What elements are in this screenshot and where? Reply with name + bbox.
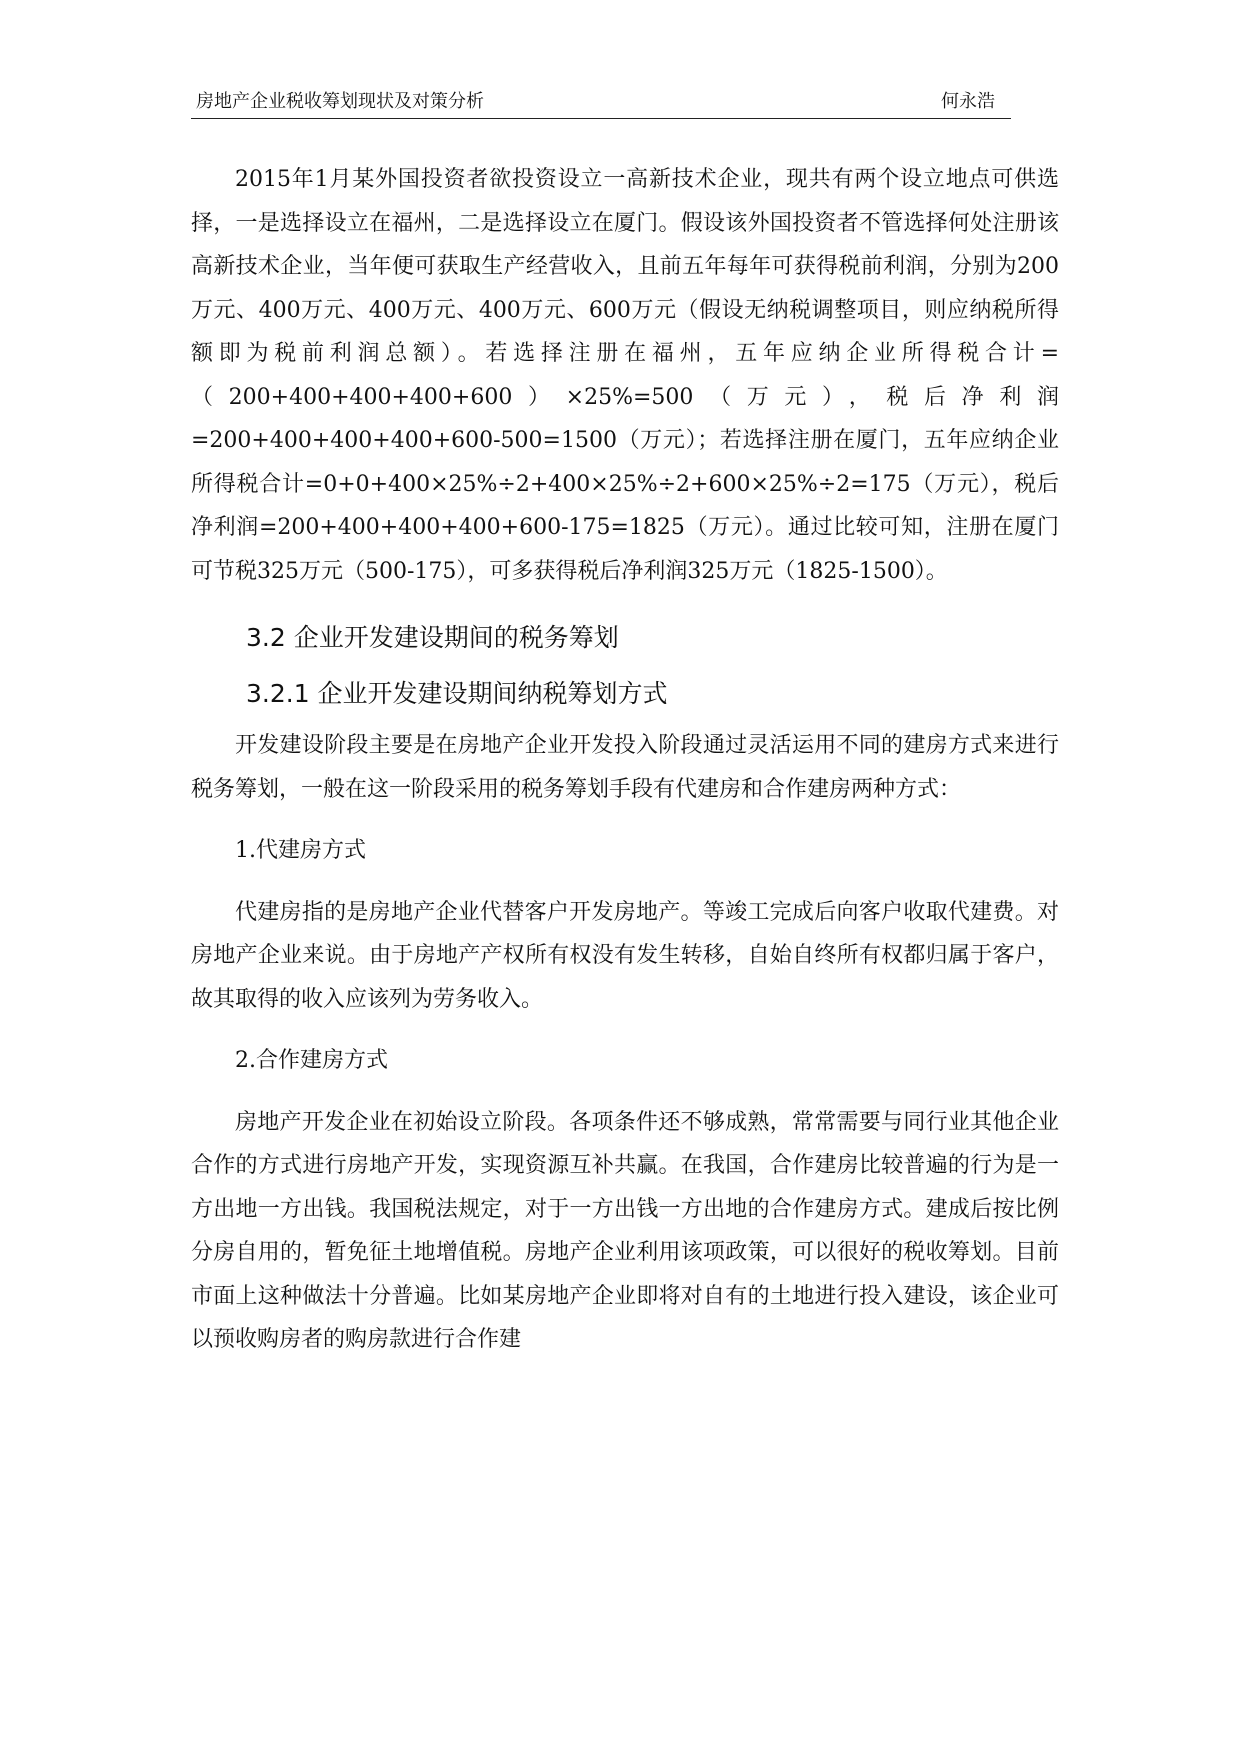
paragraph-example: 2015年1月某外国投资者欲投资设立一高新技术企业，现共有两个设立地点可供选择，一是选择设立在福州，二是选择设立在厦门。假设该外国投资者不管选择何处注册该高新技术企业，当年便可获取生产经营收入，且前五年每年可获得税前利润，分别为200万元、400万元、400万元、400万元、600万元（假设无纳税调整项目，则应纳税所得额即为税前利润总额）。若选择注册在福州，五年应纳企业所得税合计=（200+400+400+400+600）×25%=500（万元），税后净利润=200+400+400+400+600-500=1500（万元）；若选择注册在厦门，五年应纳企业所得税合计=0+0+400×25%÷2+400×25%÷2+600×25%÷2=175（万元），税后净利润=200+400+400+400+600-175=1825（万元）。通过比较可知，注册在厦门可节税325万元（500-175），可多获得税后净利润325万元（1825-1500）。: [191, 167, 1059, 584]
list-item-cooperative-construction: 2.合作建房方式: [235, 1048, 388, 1073]
page-header: [191, 88, 1011, 119]
paragraph-cooperative-construction: 房地产开发企业在初始设立阶段。各项条件还不够成熟，常常需要与同行业其他企业合作的方式进行房地产开发，实现资源互补共赢。在我国，合作建房比较普遍的行为是一方出地一方出钱。我国税法规定，对于一方出钱一方出地的合作建房方式。建成后按比例分房自用的，暂免征土地增值税。房地产企业利用该项政策，可以很好的税收筹划。目前市面上这种做法十分普遍。比如某房地产企业即将对自有的土地进行投入建设，该企业可以预收购房者的购房款进行合作建: [191, 1109, 1059, 1352]
paragraph-construction-stage: 开发建设阶段主要是在房地产企业开发投入阶段通过灵活运用不同的建房方式来进行税务筹划，一般在这一阶段采用的税务筹划手段有代建房和合作建房两种方式：: [191, 733, 1059, 802]
section-heading-3-2: 3.2 企业开发建设期间的税务筹划: [246, 623, 619, 652]
page-content: [191, 158, 1059, 1362]
paragraph-agent-construction: 代建房指的是房地产企业代替客户开发房地产。等竣工完成后向客户收取代建费。对房地产企业来说。由于房地产产权所有权没有发生转移，自始自终所有权都归属于客户，故其取得的收入应该列为劳务收入。: [191, 899, 1059, 1012]
list-item-agent-construction: 1.代建房方式: [235, 838, 366, 863]
subsection-heading-3-2-1: 3.2.1 企业开发建设期间纳税筹划方式: [246, 679, 668, 708]
header-author: 何永浩: [941, 91, 995, 112]
header-title: 房地产企业税收筹划现状及对策分析: [196, 91, 484, 112]
